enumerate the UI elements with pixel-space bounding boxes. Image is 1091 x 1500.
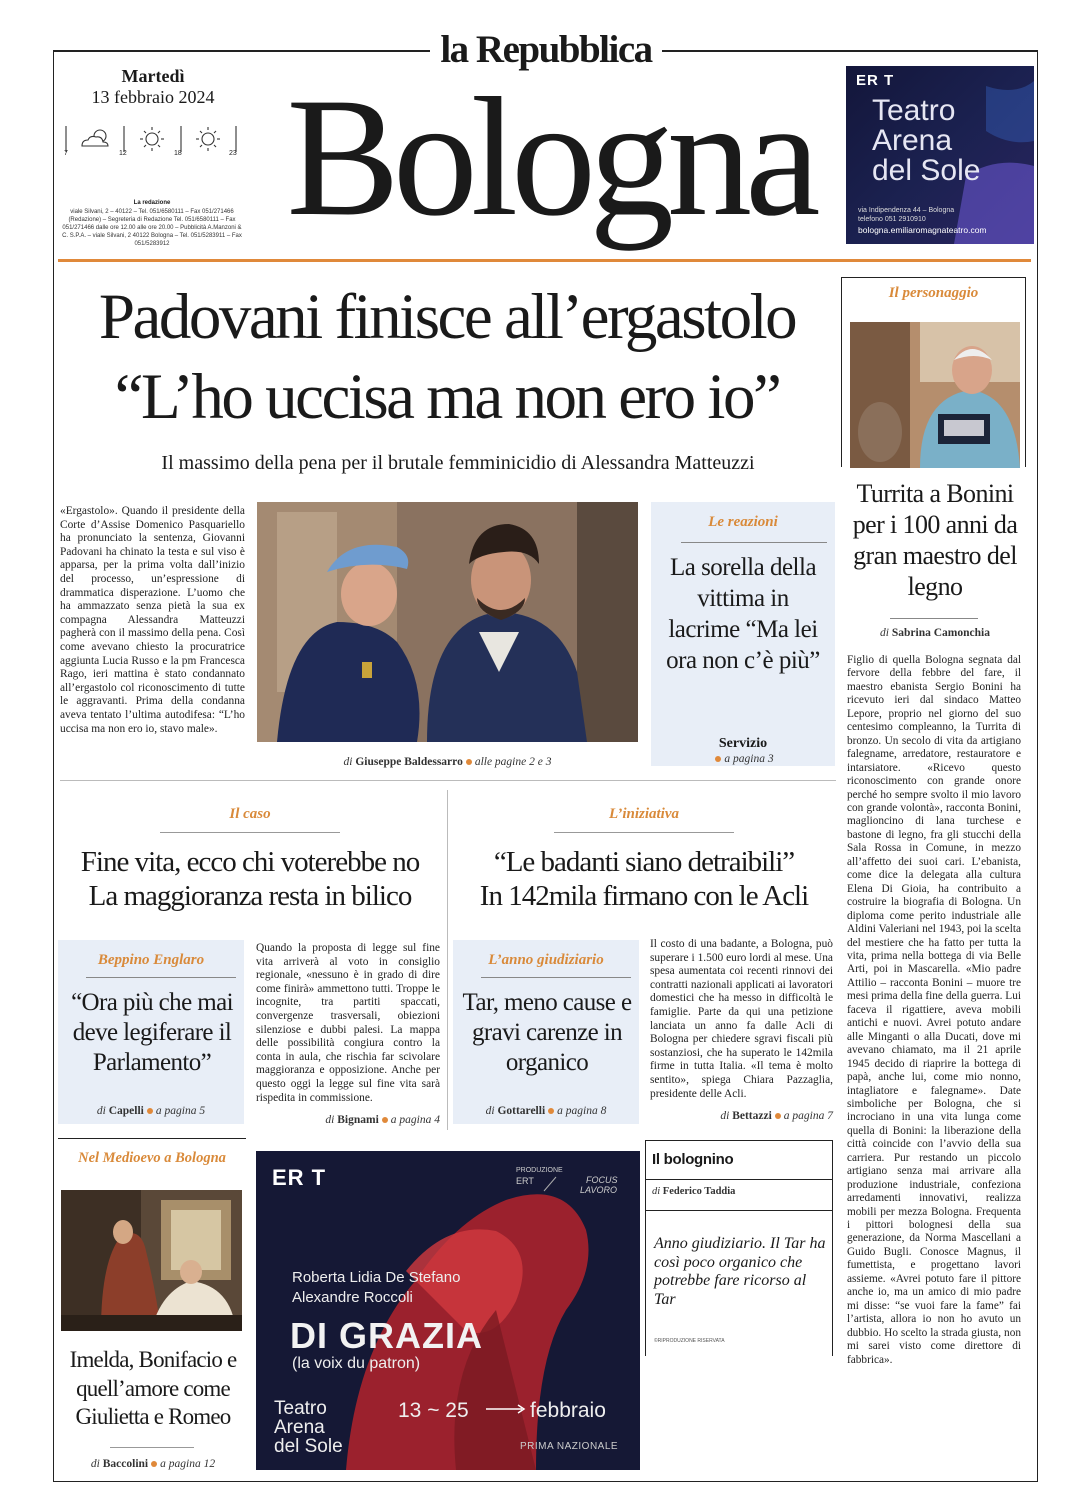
byline-author[interactable]: Gottarelli [497, 1105, 546, 1117]
englaro-rule [86, 977, 236, 978]
englaro-byline [58, 1105, 244, 1117]
redazione-title: La redazione [133, 200, 171, 206]
reazioni-kicker: Le reazioni [708, 514, 778, 530]
page-frame-right [1037, 50, 1038, 1482]
reazioni-page-text[interactable]: a pagina 3 [724, 753, 774, 765]
giudiziario-rule [481, 977, 631, 978]
bottom-ad-produzione: PRODUZIONE [516, 1167, 563, 1174]
byline-author[interactable]: Bignami [337, 1114, 379, 1126]
bolognino-box[interactable] [645, 1140, 833, 1356]
englaro-kicker: Beppino Englaro [97, 952, 205, 968]
weather-strip [64, 124, 244, 160]
top-ad[interactable] [846, 66, 1034, 244]
lead-headline[interactable]: Padovani finisce all’ergastolo [98, 281, 796, 353]
byline-di: di [485, 1105, 495, 1117]
bottom-ad[interactable] [256, 1151, 640, 1470]
iniziativa-title-2[interactable]: In 142mila firmano con le Acli [479, 880, 809, 912]
bottom-ad-venue1: Teatro [274, 1398, 327, 1419]
bottom-ad-prima: PRIMA NAZIONALE [520, 1441, 619, 1452]
top-ad-line3: del Sole [872, 154, 981, 187]
byline-author[interactable]: Bettazzi [732, 1110, 772, 1122]
byline-page[interactable]: alle pagine 2 e 3 [474, 756, 552, 768]
medioevo-painting[interactable] [61, 1190, 242, 1331]
byline-di: di [880, 627, 889, 639]
byline-di: di [343, 756, 353, 768]
iniziativa-rule [554, 832, 734, 833]
bolognino-rule [646, 1179, 832, 1180]
personaggio-rule [890, 618, 978, 619]
byline-di: di [652, 1186, 661, 1197]
reazioni-title[interactable]: La sorella della vittima in lacrime “Ma lei ora non c’è più” [666, 554, 820, 674]
bolognino-rights: ©RIPRODUZIONE RISERVATA [654, 1338, 725, 1344]
finevita-byline [256, 1114, 440, 1126]
englaro-quote[interactable]: “Ora più che mai deve legiferare il Parlamento” [71, 989, 233, 1076]
medioevo-title[interactable]: Imelda, Bonifacio e quell’amore come Giulietta e Romeo [69, 1347, 237, 1429]
personaggio-photo[interactable] [850, 322, 1020, 468]
top-ad-line1: Teatro [872, 94, 956, 127]
sun-icon [196, 127, 220, 151]
orange-dot-icon [775, 1113, 781, 1119]
byline-author[interactable]: Baccolini [102, 1458, 149, 1470]
reazioni-label: Servizio [718, 736, 768, 751]
bottom-ad-brand: ER T [272, 1165, 327, 1190]
issue-day: Martedì [121, 66, 185, 86]
personaggio-side-rule [841, 277, 842, 467]
caso-title-2[interactable]: La maggioranza resta in bilico [88, 880, 412, 912]
reazioni-rule [681, 542, 827, 543]
page-frame-left [53, 50, 54, 1482]
bottom-ad-lavoro: LAVORO [580, 1185, 618, 1195]
caso-kicker: Il caso [229, 806, 271, 822]
iniziativa-kicker: L’iniziativa [608, 806, 679, 822]
bottom-ad-author1: Roberta Lidia De Stefano [292, 1269, 461, 1286]
byline-author[interactable]: Giuseppe Baldessarro [355, 756, 463, 768]
personaggio-title[interactable]: Turrita a Bonini per i 100 anni da gran maestro del legno [852, 479, 1018, 601]
issue-date: 13 febbraio 2024 [91, 87, 215, 107]
lead-body: «Ergastolo». Quando il presidente della Corte d’Assise Domenico Pasquariello ha pronunciato la sentenza, Giovanni Padovani ha chinato la testa e sul viso è apparsa, per la prima volta dall’inizio del processo, un’espressione di drammatica disperazione. L’uomo che ha ammazzato senza pietà la sua ex compagna Alessandra Matteuzzi pagherà con il massimo della pena. Così come avevano chiesto la procuratrice aggiunta Lucia Russo e la pm Francesca Rago, ieri mattina è stato condannato all’ergastolo col riconoscimento di tutte le aggravanti. Prima della condanna aveva tentato l’ultima autodifesa: “L’ho uccisa ma non ero io, stavo male». [60, 505, 245, 735]
lead-photo[interactable] [257, 502, 638, 742]
bottom-ad-venue3: del Sole [274, 1436, 343, 1457]
bottom-ad-focus: FOCUS [586, 1175, 618, 1185]
bottom-section-rule [58, 1138, 246, 1139]
bolognino-title: Il bolognino [652, 1151, 734, 1168]
finevita-body: Quando la proposta di legge sul fine vita arriverà al voto in consiglio regionale, «nessuno è in grado di dire come finirà» ammettono tutti. Troppe le incognite, tra partiti spaccati, convergenze trasversali, obiezioni silenziose e dubbi palesi. La mappa delle possibilità congiura contro la conta in aula, che rischia far scivolare maggioranza e opposizione. Anche per questo oggi la legge sul fine vita sarà rispedita in commissione. [256, 942, 440, 1104]
giudiziario-title[interactable]: Tar, meno cause e gravi carenze in organico [462, 989, 632, 1076]
top-ad-address: via Indipendenza 44 – Bologna [858, 207, 955, 214]
lead-headline-quote[interactable]: “L’ho uccisa ma non ero io” [114, 361, 780, 433]
weather-svg [64, 124, 244, 160]
byline-page[interactable]: a pagina 7 [783, 1110, 833, 1122]
orange-dot-icon [151, 1461, 157, 1467]
badanti-byline [650, 1110, 833, 1122]
personaggio-side-rule-right [1025, 277, 1026, 467]
giudiziario-byline [453, 1105, 639, 1117]
section-rule [60, 780, 836, 781]
lead-subhead: Il massimo della pena per il brutale femminicidio di Alessandra Matteuzzi [161, 452, 755, 474]
bolognino-byline [652, 1186, 735, 1197]
medioevo-painting-illustration [61, 1190, 242, 1331]
bottom-ad-author2: Alexandre Roccoli [292, 1289, 413, 1306]
page-frame-bottom [53, 1481, 1038, 1482]
bolognino-text: Anno giudiziario. Il Tar ha così poco organico che potrebbe fare ricorso al Tar [654, 1235, 826, 1308]
masthead-orange-rule [58, 259, 1031, 262]
column-divider [447, 790, 448, 1130]
personaggio-byline [845, 627, 1025, 639]
bottom-ad-dates: 13 ~ 25 [398, 1399, 469, 1422]
personaggio-photo-illustration [850, 322, 1020, 468]
top-ad-line2: Arena [872, 124, 953, 157]
byline-page[interactable]: a pagina 5 [155, 1105, 206, 1117]
top-ad-brand: ER T [856, 72, 895, 89]
masthead-rule-right [662, 50, 1038, 52]
brand-logo[interactable]: la Repubblica [440, 28, 652, 71]
temp-label: 12 [119, 150, 127, 157]
byline-page[interactable]: a pagina 12 [160, 1458, 216, 1470]
sun-icon [140, 127, 164, 151]
top-ad-phone: telefono 051 2910910 [858, 216, 926, 223]
caso-rule [160, 832, 340, 833]
byline-page[interactable]: a pagina 8 [557, 1105, 607, 1117]
caso-title-1[interactable]: Fine vita, ecco chi voterebbe no [80, 846, 420, 878]
masthead-rule-left [53, 50, 430, 52]
medioevo-rule [110, 1447, 194, 1448]
iniziativa-title-1[interactable]: “Le badanti siano detraibili” [493, 846, 795, 878]
orange-dot-icon [715, 756, 721, 762]
city-title[interactable]: Bologna [286, 63, 814, 251]
byline-di: di [720, 1110, 730, 1122]
reazioni-page[interactable] [651, 753, 835, 765]
medioevo-kicker: Nel Medioevo a Bologna [78, 1150, 226, 1166]
byline-author[interactable]: Sabrina Camonchia [891, 627, 990, 639]
redazione-info: viale Silvani, 2 – 40122 – Tel. 051/6580111 – Fax 051/271466 (Redazione) – Segreteria di Redazione Tel. 051/6580111 – Fax 051/271466 dalle ore 12.00 alle ore 20.00 – Pubblicità A.Manzoni & C. S.P.A. – viale Silvani, 2 40122 Bologna – Tel. 051/5283911 – Fax 051/5283912 [62, 209, 242, 247]
badanti-body: Il costo di una badante, a Bologna, può superare i 1.500 euro lordi al mese. Una spesa aumentata coi recenti rinnovi dei contratti nazionali applicati ai lavoratori domestici che ha messo in difficoltà le famiglie. Parte da qui una petizione lanciata un anno fa dalle Acli di Bologna per chiedere sgravi fiscali più sostanziosi, che ha superato le 142mila firme in tutta Italia. «Il tema è molto sentito», spiega Chiara Pazzaglia, presidente delle Acli. [650, 938, 833, 1100]
bottom-ad-title: DI GRAZIA [290, 1315, 483, 1356]
lead-photo-illustration [257, 502, 638, 742]
byline-di: di [325, 1114, 335, 1126]
byline-page[interactable]: a pagina 4 [390, 1114, 440, 1126]
englaro-box[interactable] [58, 940, 244, 1124]
bottom-ad-subtitle: (la voix du patron) [292, 1355, 421, 1372]
temp-label: 18 [174, 150, 182, 157]
bolognino-rule-2 [646, 1210, 832, 1211]
orange-dot-icon [548, 1108, 554, 1114]
bottom-ad-venue2: Arena [274, 1417, 325, 1438]
temp-label: 23 [229, 150, 237, 157]
byline-di: di [96, 1105, 106, 1117]
partly-cloudy-icon [82, 130, 108, 146]
orange-dot-icon [382, 1117, 388, 1123]
medioevo-byline [58, 1458, 248, 1470]
top-ad-url[interactable]: bologna.emiliaromagnateatro.com [858, 225, 987, 235]
bottom-ad-month: febbraio [530, 1399, 606, 1422]
byline-di: di [90, 1458, 100, 1470]
temp-label: 7 [64, 150, 68, 157]
giudiziario-box[interactable] [453, 940, 639, 1124]
personaggio-body: Figlio di quella Bologna segnata dal fervore della febbre del fare, il maestro ebanista Sergio Bonini ha ricevuto ieri dal sindaco Matteo Lepore, proprio nel giorno del suo centesimo compleanno, la Turrita di bronzo. Un secolo di vita da artigiano falegname, arredatore, restauratore e intarsiatore. «Ricevo questo riconoscimento con grande onore perché ho sempre svolto il mio lavoro con grande volontà», racconta Bonini, maglioncino di lana turchese e bastone di legno, fra gli stucchi della Sala Rossa in Comune, in mezzo all’affetto dei suoi cari. L’ebanista, come dice la delegata alla cultura Elena Di Gioia, ha contribuito a costruire la biografia di Bologna. Un diploma come perito industriale alle Aldini Valeriani nel 1943, poi la scelta del mestiere che ha fatto per tutta la vita, prima nella bottega di via Belle Arti, poi in Mascarella. «Mio padre Attilio – racconta Bonini – muore tre mesi prima della fine della guerra. Lui faceva il rigattiere, aveva mobili antichi e nuovi. Avrei potuto andare alle Minganti o alla Ducati, dove mi avevano chiamato, ma il 21 aprile 1945 decido di riaprire la bottega di papà, anche lui, come mio nonno, intagliatore e falegname». Date simboliche per Bologna, che si incrociano in una vita lunga come quella di Bonini: la liberazione della città coincide con l’avvio della sua carriera. Pur restando un piccolo artigiano senza mai arrivare alla produzione industriale, confeziona arredamenti innovativi, realizza mobili per mezza Bologna. Frequenta i pittori bolognesi della sua generazione, da Norma Mascellani a Guido Bugli. Conosce Magnus, il fumettista, e progettano lavori assieme. «Avrei potuto fare il pittore anche io, ma un amico di mio padre mi disse: “se vuoi fare la fame” fai l’artista, allora io non ho avuto un dubbio. Ho scelto la strada giusta, non mi sarei visto come direttore di fabbrica». [847, 654, 1021, 1366]
byline-author[interactable]: Capelli [108, 1105, 144, 1117]
orange-dot-icon [466, 759, 472, 765]
reazioni-box[interactable] [651, 502, 835, 766]
byline-author[interactable]: Federico Taddia [662, 1186, 736, 1197]
orange-dot-icon [147, 1108, 153, 1114]
bottom-ad-produzione-ert: ERT [516, 1176, 534, 1186]
personaggio-kicker: Il personaggio [888, 285, 979, 301]
giudiziario-kicker: L’anno giudiziario [488, 952, 604, 968]
lead-byline [257, 756, 638, 768]
